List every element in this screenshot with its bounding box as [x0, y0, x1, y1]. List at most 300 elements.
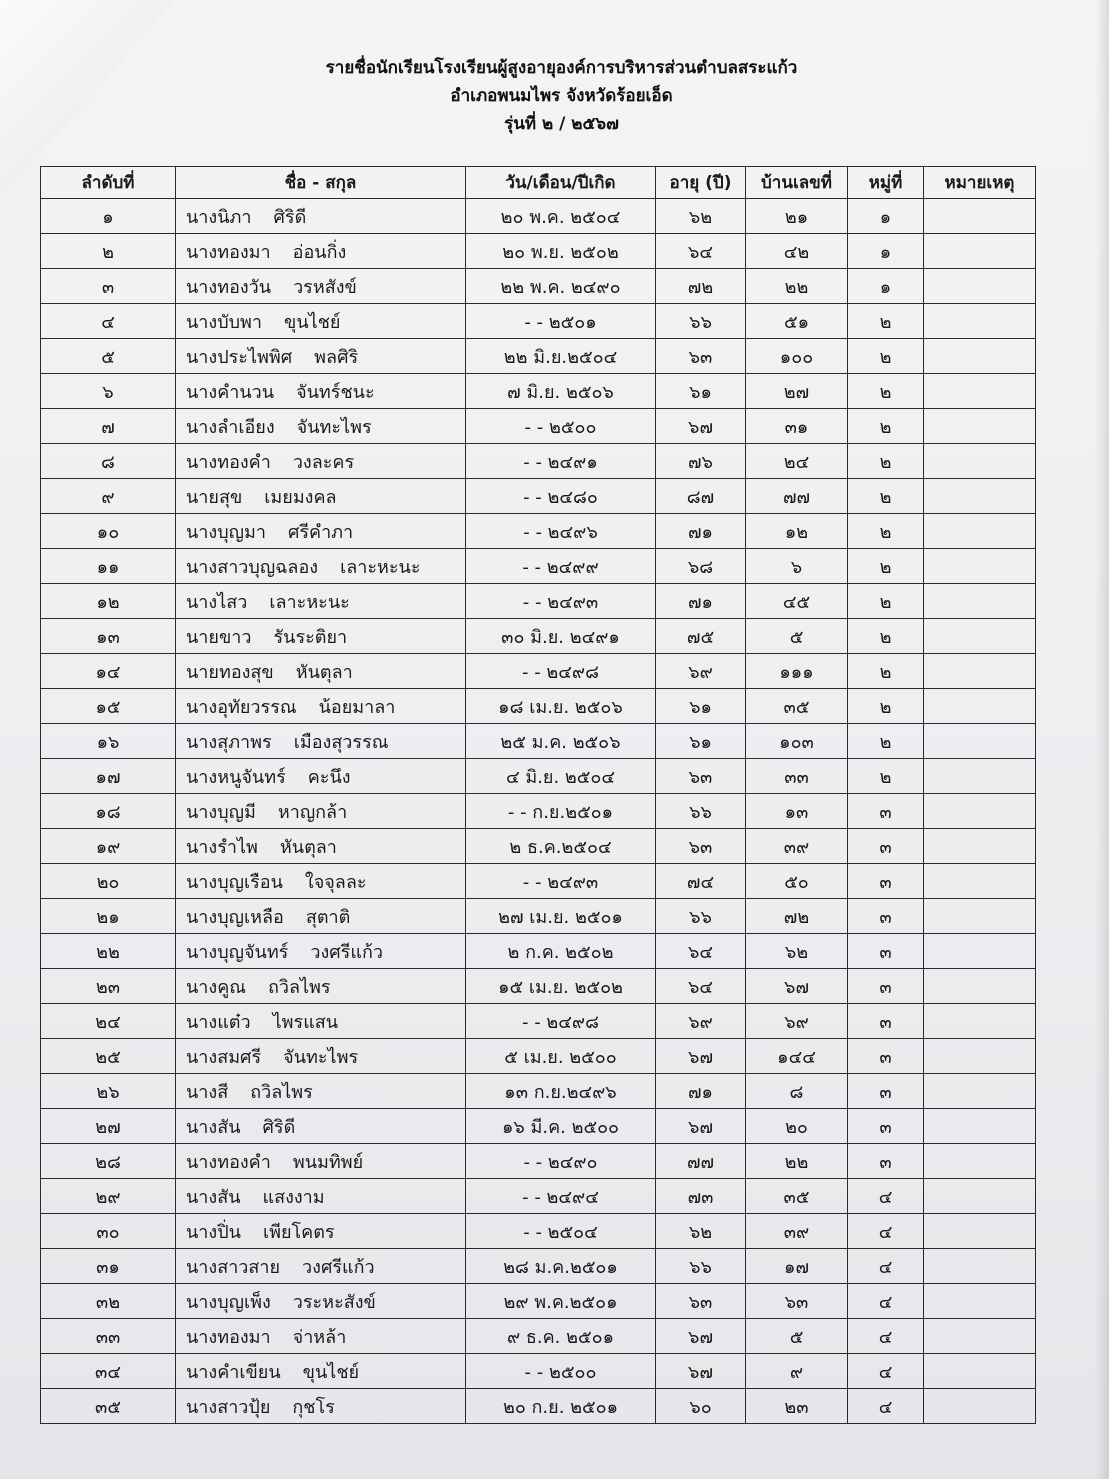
cell-name: [176, 1319, 466, 1354]
table-row: [41, 1284, 1036, 1319]
cell-first-name: นางสี: [186, 1081, 229, 1103]
cell-dob: ๔ มิ.ย. ๒๕๐๔: [466, 759, 656, 794]
cell-note: [924, 269, 1036, 304]
table-row: [41, 514, 1036, 549]
cell-note: [924, 199, 1036, 234]
table-row: [41, 1214, 1036, 1249]
cell-age: ๗๑: [656, 1074, 746, 1109]
cell-age: ๗๒: [656, 269, 746, 304]
cell-note: [924, 724, 1036, 759]
cell-house: ๔๕: [746, 584, 848, 619]
cell-house: ๒๑: [746, 199, 848, 234]
cell-note: [924, 1249, 1036, 1284]
cell-house: ๓๕: [746, 1179, 848, 1214]
cell-name: [176, 619, 466, 654]
cell-last-name: สุตาติ: [305, 906, 351, 928]
cell-dob: ๙ ธ.ค. ๒๕๐๑: [466, 1319, 656, 1354]
cell-first-name: นางหนูจันทร์: [186, 766, 286, 788]
cell-note: [924, 759, 1036, 794]
cell-name: [176, 969, 466, 1004]
cell-house: ๒๓: [746, 1389, 848, 1424]
cell-age: ๖๖: [656, 304, 746, 339]
table-row: [41, 619, 1036, 654]
cell-dob: ๒ ก.ค. ๒๕๐๒: [466, 934, 656, 969]
cell-first-name: นางสมศรี: [186, 1046, 262, 1068]
cell-no: ๑๙: [41, 829, 176, 864]
cell-first-name: นางอุทัยวรรณ: [186, 696, 297, 718]
cell-no: ๒: [41, 234, 176, 269]
cell-first-name: นางบุญเหลือ: [186, 906, 284, 928]
cell-note: [924, 1354, 1036, 1389]
cell-name: [176, 1214, 466, 1249]
cell-last-name: จันทะไพร: [296, 416, 372, 438]
cell-last-name: ศรีคำภา: [287, 521, 354, 543]
cell-age: ๖๒: [656, 199, 746, 234]
cell-first-name: นางไสว: [186, 591, 248, 613]
cell-last-name: ขุนไชย์: [284, 311, 341, 333]
cell-first-name: นางประไพพิศ: [186, 346, 293, 368]
cell-age: ๖๘: [656, 549, 746, 584]
cell-moo: ๒: [848, 444, 924, 479]
table-row: [41, 1109, 1036, 1144]
cell-house: ๒๒: [746, 1144, 848, 1179]
cell-age: ๖๐: [656, 1389, 746, 1424]
col-header-dob: วัน/เดือน/ปีเกิด: [466, 167, 656, 199]
cell-house: ๑๒: [746, 514, 848, 549]
cell-no: ๓๑: [41, 1249, 176, 1284]
cell-first-name: นางสาวบุญฉลอง: [186, 556, 319, 578]
cell-moo: ๑: [848, 234, 924, 269]
cell-dob: ๕ เม.ย. ๒๕๐๐: [466, 1039, 656, 1074]
col-header-name: ชื่อ - สกุล: [176, 167, 466, 199]
cell-dob: - - ๒๔๙๑: [466, 444, 656, 479]
cell-name: [176, 794, 466, 829]
cell-age: ๗๕: [656, 619, 746, 654]
cell-last-name: ขุนไชย์: [302, 1361, 360, 1383]
cell-moo: ๓: [848, 1144, 924, 1179]
cell-no: ๑๔: [41, 654, 176, 689]
header-title: รายชื่อนักเรียนโรงเรียนผู้สูงอายุองค์การบริหารส่วนตำบลสระแก้ว: [325, 58, 798, 78]
table-row: [41, 1004, 1036, 1039]
cell-name: [176, 304, 466, 339]
cell-moo: ๑: [848, 269, 924, 304]
cell-note: [924, 899, 1036, 934]
cell-last-name: หันตุลา: [279, 836, 337, 858]
cell-note: [924, 1284, 1036, 1319]
table-row: [41, 794, 1036, 829]
cell-house: ๑๓: [746, 794, 848, 829]
cell-first-name: นางทองคำ: [186, 451, 271, 473]
cell-moo: ๓: [848, 1004, 924, 1039]
cell-first-name: นางบุญเรือน: [186, 871, 283, 893]
cell-name: [176, 864, 466, 899]
cell-last-name: กุชโร: [292, 1396, 335, 1418]
cell-name: [176, 934, 466, 969]
cell-name: [176, 409, 466, 444]
cell-house: ๕: [746, 619, 848, 654]
cell-no: ๒๒: [41, 934, 176, 969]
cell-moo: ๔: [848, 1389, 924, 1424]
cell-no: ๒๐: [41, 864, 176, 899]
cell-moo: ๒: [848, 514, 924, 549]
cell-name: [176, 1354, 466, 1389]
cell-house: ๕: [746, 1319, 848, 1354]
cell-dob: - - ๒๕๐๐: [466, 409, 656, 444]
cell-no: ๒๙: [41, 1179, 176, 1214]
cell-note: [924, 1179, 1036, 1214]
cell-no: ๓๕: [41, 1389, 176, 1424]
cell-dob: - - ก.ย.๒๕๐๑: [466, 794, 656, 829]
cell-note: [924, 444, 1036, 479]
table-row: [41, 1389, 1036, 1424]
cell-age: ๖๒: [656, 1214, 746, 1249]
cell-moo: ๒: [848, 759, 924, 794]
cell-note: [924, 794, 1036, 829]
cell-dob: - - ๒๔๙๘: [466, 654, 656, 689]
cell-moo: ๓: [848, 829, 924, 864]
cell-house: ๒๒: [746, 269, 848, 304]
cell-note: [924, 1214, 1036, 1249]
cell-no: ๓: [41, 269, 176, 304]
cell-no: ๓๒: [41, 1284, 176, 1319]
cell-house: ๖๗: [746, 969, 848, 1004]
table-row: [41, 864, 1036, 899]
cell-dob: ๒๒ พ.ค. ๒๔๙๐: [466, 269, 656, 304]
table-row: [41, 339, 1036, 374]
cell-age: ๖๖: [656, 794, 746, 829]
cell-last-name: ใจจุลละ: [304, 871, 367, 893]
cell-dob: - - ๒๕๐๐: [466, 1354, 656, 1389]
cell-last-name: พลศิริ: [314, 346, 359, 368]
cell-house: ๓๙: [746, 829, 848, 864]
cell-name: [176, 1179, 466, 1214]
table-row: [41, 549, 1036, 584]
cell-no: ๘: [41, 444, 176, 479]
table-row: [41, 374, 1036, 409]
cell-age: ๖๓: [656, 759, 746, 794]
cell-age: ๖๓: [656, 339, 746, 374]
cell-first-name: นางรำไพ: [186, 836, 258, 858]
cell-house: ๓๕: [746, 689, 848, 724]
table-row: [41, 899, 1036, 934]
table-row: [41, 689, 1036, 724]
cell-name: [176, 1389, 466, 1424]
cell-moo: ๒: [848, 549, 924, 584]
cell-first-name: นางทองมา: [186, 1326, 271, 1348]
cell-house: ๑๔๔: [746, 1039, 848, 1074]
cell-age: ๖๙: [656, 1004, 746, 1039]
cell-first-name: นางทองวัน: [186, 276, 272, 298]
cell-name: [176, 584, 466, 619]
cell-house: ๑๗: [746, 1249, 848, 1284]
table-row: [41, 934, 1036, 969]
table-body: [41, 199, 1036, 1424]
cell-moo: ๒: [848, 374, 924, 409]
cell-note: [924, 1074, 1036, 1109]
cell-name: [176, 759, 466, 794]
cell-first-name: นางแต๋ว: [186, 1011, 251, 1033]
cell-house: ๑๐๐: [746, 339, 848, 374]
cell-moo: ๔: [848, 1179, 924, 1214]
cell-name: [176, 899, 466, 934]
cell-name: [176, 479, 466, 514]
cell-first-name: นายทองสุข: [186, 661, 274, 683]
cell-last-name: แสงงาม: [262, 1186, 325, 1208]
student-roster-table: [40, 166, 1036, 1424]
cell-dob: ๑๘ เม.ย. ๒๕๐๖: [466, 689, 656, 724]
cell-name: [176, 514, 466, 549]
cell-no: ๒๗: [41, 1109, 176, 1144]
cell-name: [176, 549, 466, 584]
cell-no: ๒๓: [41, 969, 176, 1004]
cell-note: [924, 409, 1036, 444]
table-row: [41, 444, 1036, 479]
cell-age: ๗๓: [656, 1179, 746, 1214]
col-header-no: ลำดับที่: [41, 167, 176, 199]
cell-first-name: นางสาวปุ้ย: [186, 1396, 271, 1418]
cell-moo: ๔: [848, 1249, 924, 1284]
cell-first-name: นางบุญจันทร์: [186, 941, 289, 963]
cell-age: ๖๔: [656, 934, 746, 969]
cell-no: ๑๘: [41, 794, 176, 829]
cell-age: ๖๔: [656, 234, 746, 269]
cell-dob: ๓๐ มิ.ย. ๒๔๙๑: [466, 619, 656, 654]
cell-age: ๖๗: [656, 409, 746, 444]
page-edge-shadow: [1095, 0, 1109, 1479]
table-row: [41, 829, 1036, 864]
cell-name: [176, 1109, 466, 1144]
cell-last-name: ศิริดี: [262, 1116, 296, 1138]
table-row: [41, 199, 1036, 234]
cell-age: ๖๓: [656, 1284, 746, 1319]
cell-first-name: นางบุญมี: [186, 801, 256, 823]
cell-name: [176, 1074, 466, 1109]
cell-age: ๖๗: [656, 1319, 746, 1354]
table-row: [41, 1354, 1036, 1389]
cell-last-name: วงศรีแก้ว: [302, 1256, 375, 1278]
cell-last-name: คะนึง: [307, 766, 351, 788]
cell-house: ๖๓: [746, 1284, 848, 1319]
cell-last-name: เพียโคตร: [262, 1221, 335, 1243]
cell-age: ๖๙: [656, 654, 746, 689]
cell-age: ๖๑: [656, 374, 746, 409]
cell-last-name: เมยมงคล: [264, 486, 337, 508]
cell-name: [176, 1039, 466, 1074]
cell-first-name: นางคำเขียน: [186, 1361, 281, 1383]
cell-house: ๒๔: [746, 444, 848, 479]
cell-moo: ๒: [848, 339, 924, 374]
cell-moo: ๒: [848, 689, 924, 724]
col-header-house: บ้านเลขที่: [746, 167, 848, 199]
cell-last-name: อ่อนกิ่ง: [292, 241, 347, 263]
cell-moo: ๔: [848, 1284, 924, 1319]
cell-no: ๓๓: [41, 1319, 176, 1354]
cell-note: [924, 654, 1036, 689]
cell-last-name: เลาะหะนะ: [269, 591, 350, 613]
cell-no: ๖: [41, 374, 176, 409]
cell-last-name: จันทะไพร: [283, 1046, 359, 1068]
cell-last-name: หันตุลา: [295, 661, 353, 683]
cell-no: ๒๘: [41, 1144, 176, 1179]
cell-house: ๑๑๑: [746, 654, 848, 689]
cell-no: ๙: [41, 479, 176, 514]
cell-age: ๗๑: [656, 584, 746, 619]
cell-age: ๖๗: [656, 1109, 746, 1144]
cell-first-name: นางบุญมา: [186, 521, 266, 543]
cell-first-name: นางบุญเพ็ง: [186, 1291, 271, 1313]
cell-note: [924, 1389, 1036, 1424]
cell-house: ๒๐: [746, 1109, 848, 1144]
cell-house: ๗๒: [746, 899, 848, 934]
cell-last-name: เลาะหะนะ: [340, 556, 421, 578]
cell-house: ๕๐: [746, 864, 848, 899]
cell-age: ๗๔: [656, 864, 746, 899]
cell-last-name: ศิริดี: [273, 206, 307, 228]
cell-age: ๖๑: [656, 724, 746, 759]
table-header-row: [41, 167, 1036, 199]
cell-age: ๖๔: [656, 969, 746, 1004]
cell-dob: ๒๗ เม.ย. ๒๕๐๑: [466, 899, 656, 934]
cell-no: ๓๔: [41, 1354, 176, 1389]
cell-dob: ๒๘ ม.ค.๒๕๐๑: [466, 1249, 656, 1284]
cell-no: ๑๗: [41, 759, 176, 794]
cell-last-name: หาญกล้า: [277, 801, 348, 823]
cell-moo: ๒: [848, 654, 924, 689]
cell-dob: - - ๒๔๙๓: [466, 864, 656, 899]
cell-note: [924, 1004, 1036, 1039]
cell-moo: ๔: [848, 1214, 924, 1249]
cell-moo: ๓: [848, 969, 924, 1004]
cell-age: ๖๓: [656, 829, 746, 864]
cell-moo: ๒: [848, 584, 924, 619]
cell-first-name: นางนิภา: [186, 206, 252, 228]
cell-last-name: วระหะสังข์: [292, 1291, 376, 1313]
table-row: [41, 1144, 1036, 1179]
cell-age: ๘๗: [656, 479, 746, 514]
header-cohort: รุ่นที่ ๒ / ๒๕๖๗: [504, 114, 619, 134]
cell-name: [176, 829, 466, 864]
col-header-note: หมายเหตุ: [924, 167, 1036, 199]
cell-last-name: เมืองสุวรรณ: [293, 731, 389, 753]
cell-moo: ๒: [848, 724, 924, 759]
cell-no: ๑๓: [41, 619, 176, 654]
cell-dob: ๒๐ พ.ย. ๒๕๐๒: [466, 234, 656, 269]
cell-no: ๔: [41, 304, 176, 339]
cell-age: ๖๖: [656, 1249, 746, 1284]
cell-last-name: ถวิลไพร: [250, 1081, 313, 1103]
cell-moo: ๒: [848, 304, 924, 339]
cell-moo: ๓: [848, 934, 924, 969]
cell-dob: ๑๖ มี.ค. ๒๕๐๐: [466, 1109, 656, 1144]
cell-last-name: จันทร์ชนะ: [296, 381, 375, 403]
cell-no: ๗: [41, 409, 176, 444]
cell-first-name: นางคูณ: [186, 976, 246, 998]
cell-moo: ๔: [848, 1319, 924, 1354]
cell-name: [176, 1284, 466, 1319]
cell-name: [176, 269, 466, 304]
cell-first-name: นางปิ่น: [186, 1221, 241, 1243]
cell-dob: ๒๙ พ.ค.๒๕๐๑: [466, 1284, 656, 1319]
cell-dob: - - ๒๔๙๓: [466, 584, 656, 619]
cell-dob: ๑๓ ก.ย.๒๔๙๖: [466, 1074, 656, 1109]
cell-house: ๙: [746, 1354, 848, 1389]
cell-dob: - - ๒๔๙๙: [466, 549, 656, 584]
table-row: [41, 234, 1036, 269]
cell-moo: ๓: [848, 899, 924, 934]
cell-age: ๖๖: [656, 899, 746, 934]
table-row: [41, 584, 1036, 619]
cell-name: [176, 724, 466, 759]
cell-no: ๒๔: [41, 1004, 176, 1039]
cell-no: ๒๑: [41, 899, 176, 934]
cell-house: ๑๐๓: [746, 724, 848, 759]
table-row: [41, 759, 1036, 794]
cell-house: ๒๗: [746, 374, 848, 409]
cell-name: [176, 1004, 466, 1039]
cell-note: [924, 374, 1036, 409]
cell-house: ๖: [746, 549, 848, 584]
cell-moo: ๒: [848, 619, 924, 654]
table-row: [41, 269, 1036, 304]
table-row: [41, 654, 1036, 689]
cell-note: [924, 829, 1036, 864]
table-row: [41, 1179, 1036, 1214]
cell-house: ๕๑: [746, 304, 848, 339]
cell-last-name: วรหสังข์: [293, 276, 357, 298]
cell-dob: ๒๐ ก.ย. ๒๕๐๑: [466, 1389, 656, 1424]
cell-no: ๑๐: [41, 514, 176, 549]
cell-first-name: นางทองคำ: [186, 1151, 271, 1173]
cell-house: ๖๒: [746, 934, 848, 969]
cell-last-name: วงละคร: [292, 451, 355, 473]
cell-first-name: นางสัน: [186, 1116, 241, 1138]
cell-first-name: นางลำเอียง: [186, 416, 275, 438]
cell-dob: - - ๒๔๙๔: [466, 1179, 656, 1214]
col-header-age: อายุ (ปี): [656, 167, 746, 199]
cell-moo: ๓: [848, 1074, 924, 1109]
cell-name: [176, 1144, 466, 1179]
cell-note: [924, 479, 1036, 514]
cell-house: ๓๑: [746, 409, 848, 444]
cell-moo: ๓: [848, 1039, 924, 1074]
cell-first-name: นายสุข: [186, 486, 243, 508]
cell-moo: ๔: [848, 1354, 924, 1389]
cell-age: ๗๖: [656, 444, 746, 479]
cell-note: [924, 584, 1036, 619]
cell-house: ๓๙: [746, 1214, 848, 1249]
cell-note: [924, 619, 1036, 654]
cell-note: [924, 234, 1036, 269]
cell-moo: ๓: [848, 794, 924, 829]
cell-dob: ๒๐ พ.ค. ๒๕๐๔: [466, 199, 656, 234]
cell-name: [176, 689, 466, 724]
cell-note: [924, 1144, 1036, 1179]
cell-last-name: ไพรแสน: [272, 1011, 339, 1033]
cell-dob: ๑๕ เม.ย. ๒๕๐๒: [466, 969, 656, 1004]
cell-no: ๑: [41, 199, 176, 234]
table-row: [41, 304, 1036, 339]
cell-note: [924, 1039, 1036, 1074]
table-row: [41, 1039, 1036, 1074]
cell-house: ๘: [746, 1074, 848, 1109]
cell-first-name: นางสัน: [186, 1186, 241, 1208]
cell-age: ๗๑: [656, 514, 746, 549]
cell-name: [176, 1249, 466, 1284]
cell-age: ๖๑: [656, 689, 746, 724]
cell-moo: ๓: [848, 1109, 924, 1144]
cell-note: [924, 514, 1036, 549]
cell-house: ๖๙: [746, 1004, 848, 1039]
